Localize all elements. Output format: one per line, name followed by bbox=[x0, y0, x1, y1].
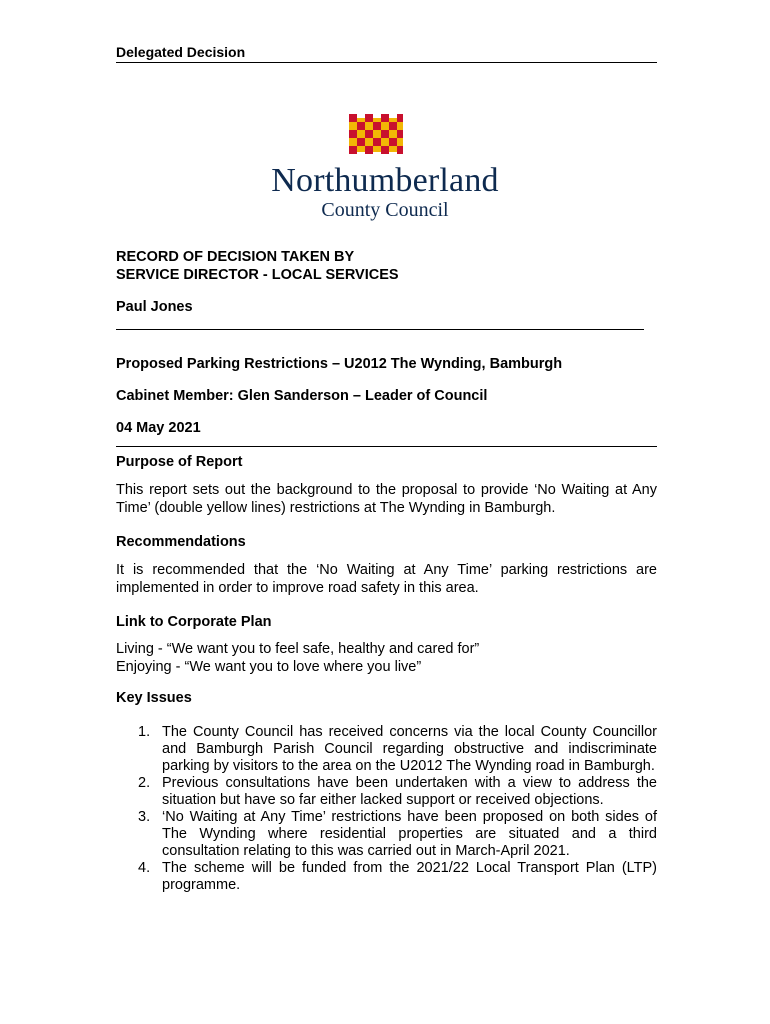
list-item bbox=[116, 724, 657, 775]
record-title-line2: SERVICE DIRECTOR - LOCAL SERVICES bbox=[116, 267, 399, 283]
list-item-number: 2. bbox=[138, 775, 151, 791]
date-rule bbox=[116, 446, 657, 447]
officer-rule bbox=[116, 329, 644, 330]
council-logo bbox=[240, 112, 530, 224]
list-item bbox=[116, 809, 657, 860]
cabinet-member: Cabinet Member: Glen Sanderson – Leader of Council bbox=[116, 388, 488, 404]
list-item-text: Previous consultations have been undertaken with a view to address the situation but have so far either lacked support or received objections. bbox=[162, 775, 657, 808]
header-label: Delegated Decision bbox=[116, 44, 246, 60]
decision-subject: Proposed Parking Restrictions – U2012 The Wynding, Bamburgh bbox=[116, 356, 563, 372]
record-title-line1: RECORD OF DECISION TAKEN BY bbox=[116, 249, 355, 265]
corporate-plan-heading: Link to Corporate Plan bbox=[116, 614, 272, 630]
purpose-body: This report sets out the background to the proposal to provide ‘No Waiting at Any Time’ (double yellow lines) restrictions at The Wynding in Bamburgh. bbox=[116, 482, 657, 516]
key-issues-list bbox=[116, 724, 657, 894]
decision-date: 04 May 2021 bbox=[116, 420, 201, 436]
logo-name: Northumberland bbox=[271, 162, 499, 199]
list-item-text: The County Council has received concerns via the local County Councillor and Bamburgh Parish Council regarding obstructive and indiscriminate parking by visitors to the area on the U2012 The Wynding road in Bamburgh. bbox=[162, 724, 657, 774]
list-item-text: The scheme will be funded from the 2021/22 Local Transport Plan (LTP) programme. bbox=[162, 860, 657, 893]
corporate-plan-enjoying: Enjoying - “We want you to love where you live” bbox=[116, 659, 422, 675]
key-issues-heading: Key Issues bbox=[116, 690, 192, 706]
list-item bbox=[116, 860, 657, 894]
recommendations-heading: Recommendations bbox=[116, 534, 246, 550]
corporate-plan-living: Living - “We want you to feel safe, healthy and cared for” bbox=[116, 641, 480, 657]
logo-subtitle: County Council bbox=[321, 199, 449, 221]
purpose-heading: Purpose of Report bbox=[116, 454, 243, 470]
recommendations-body: It is recommended that the ‘No Waiting at Any Time’ parking restrictions are implemented in order to improve road safety in this area. bbox=[116, 562, 657, 596]
list-item-number: 1. bbox=[138, 724, 151, 740]
officer-name: Paul Jones bbox=[116, 299, 193, 315]
header-rule bbox=[116, 62, 657, 63]
list-item-number: 4. bbox=[138, 860, 151, 876]
list-item-text: ‘No Waiting at Any Time’ restrictions have been proposed on both sides of The Wynding where residential properties are situated and a third consultation relating to this was carried out in March-April 2021. bbox=[162, 809, 657, 859]
list-item bbox=[116, 775, 657, 809]
list-item-number: 3. bbox=[138, 809, 151, 825]
crest-icon bbox=[347, 112, 405, 158]
